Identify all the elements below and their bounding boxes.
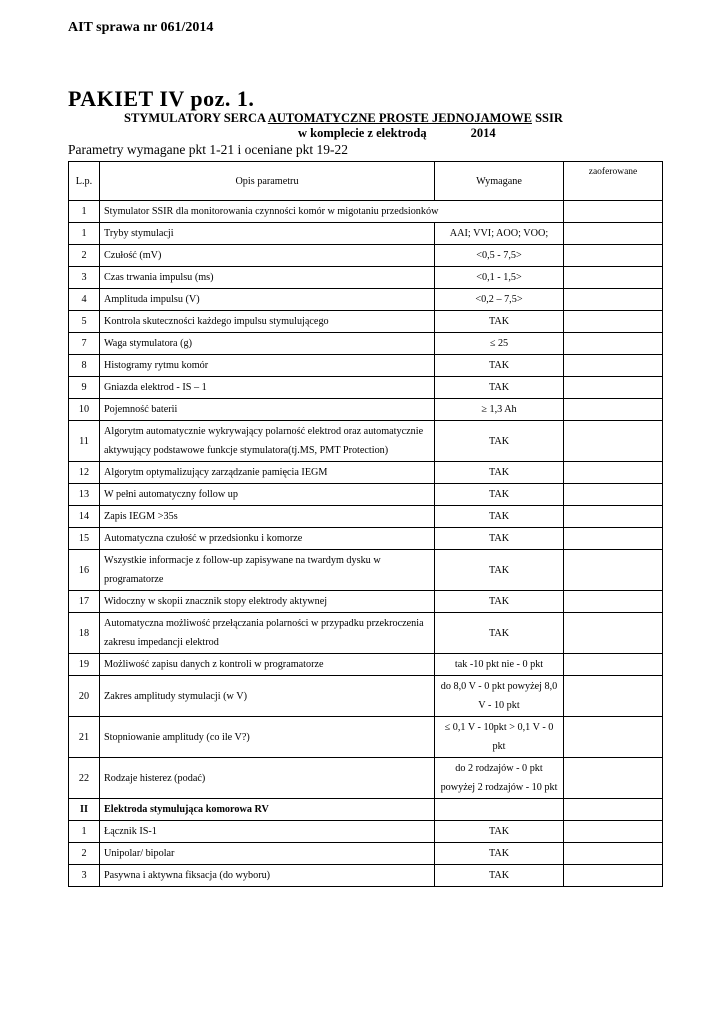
cell-opis: Automatyczna czułość w przedsionku i komorze [100, 528, 435, 550]
cell-opis: Widoczny w skopii znacznik stopy elektrody aktywnej [100, 591, 435, 613]
cell-wymagane: <0,1 - 1,5> [435, 267, 564, 289]
cell-wymagane: <0,5 - 7,5> [435, 245, 564, 267]
cell-zaoferowane [564, 289, 663, 311]
cell-wymagane: TAK [435, 865, 564, 887]
cell-wymagane: TAK [435, 311, 564, 333]
cell-lp: 2 [69, 245, 100, 267]
cell-zaoferowane [564, 799, 663, 821]
col-header-lp: L.p. [69, 162, 100, 201]
cell-wymagane: TAK [435, 843, 564, 865]
cell-wymagane: AAI; VVI; AOO; VOO; [435, 223, 564, 245]
cell-zaoferowane [564, 550, 663, 591]
subtitle-prefix: STYMULATORY SERCA [124, 111, 266, 125]
cell-lp: 21 [69, 717, 100, 758]
table-row [69, 289, 663, 311]
table-row [69, 591, 663, 613]
table-row [69, 421, 663, 462]
cell-lp: 3 [69, 267, 100, 289]
cell-opis: Czas trwania impulsu (ms) [100, 267, 435, 289]
cell-wymagane: do 2 rodzajów - 0 pkt powyżej 2 rodzajów - 10 pkt [435, 758, 564, 799]
cell-wymagane: ≥ 1,3 Ah [435, 399, 564, 421]
cell-opis: Wszystkie informacje z follow-up zapisywane na twardym dysku w programatorze [100, 550, 435, 591]
cell-opis: Zapis IEGM >35s [100, 506, 435, 528]
cell-wymagane: TAK [435, 506, 564, 528]
cell-opis: Automatyczna możliwość przełączania polarności w przypadku przekroczenia zakresu impedancji elektrod [100, 613, 435, 654]
cell-lp: 15 [69, 528, 100, 550]
cell-lp: 22 [69, 758, 100, 799]
cell-lp: II [69, 799, 100, 821]
cell-wymagane: TAK [435, 821, 564, 843]
cell-opis: Unipolar/ bipolar [100, 843, 435, 865]
table-row [69, 484, 663, 506]
table-row [69, 355, 663, 377]
cell-opis: Algorytm optymalizujący zarządzanie pamięcia IEGM [100, 462, 435, 484]
cell-lp: 14 [69, 506, 100, 528]
cell-wymagane: TAK [435, 528, 564, 550]
cell-wymagane: TAK [435, 421, 564, 462]
cell-lp: 10 [69, 399, 100, 421]
table-row [69, 267, 663, 289]
subtitle-suffix: SSIR [535, 111, 563, 125]
cell-opis: W pełni automatyczny follow up [100, 484, 435, 506]
cell-zaoferowane [564, 333, 663, 355]
cell-zaoferowane [564, 528, 663, 550]
cell-opis: Pasywna i aktywna fiksacja (do wyboru) [100, 865, 435, 887]
cell-opis: Waga stymulatora (g) [100, 333, 435, 355]
cell-lp: 1 [69, 223, 100, 245]
cell-wymagane: <0,2 – 7,5> [435, 289, 564, 311]
cell-zaoferowane [564, 355, 663, 377]
cell-opis: Algorytm automatycznie wykrywający polarność elektrod oraz automatycznie aktywujący podstawowe funkcje stymulatora(tj.MS, PMT Protection) [100, 421, 435, 462]
cell-opis: Tryby stymulacji [100, 223, 435, 245]
cell-wymagane: do 8,0 V - 0 pkt powyżej 8,0 V - 10 pkt [435, 676, 564, 717]
cell-wymagane: TAK [435, 355, 564, 377]
col-header-opis: Opis parametru [100, 162, 435, 201]
cell-wymagane: TAK [435, 591, 564, 613]
table-row [69, 528, 663, 550]
table-row [69, 821, 663, 843]
table-row [69, 223, 663, 245]
table-row [69, 717, 663, 758]
cell-lp: 16 [69, 550, 100, 591]
cell-opis: Łącznik IS-1 [100, 821, 435, 843]
table-row [69, 654, 663, 676]
cell-zaoferowane [564, 377, 663, 399]
table-row [69, 201, 663, 223]
subtitle-line-2 [298, 126, 496, 141]
cell-wymagane: TAK [435, 613, 564, 654]
table-row [69, 758, 663, 799]
cell-lp: 13 [69, 484, 100, 506]
cell-lp: 5 [69, 311, 100, 333]
cell-zaoferowane [564, 245, 663, 267]
cell-opis: Zakres amplitudy stymulacji (w V) [100, 676, 435, 717]
subtitle-year: 2014 [470, 126, 496, 140]
case-reference: AIT sprawa nr 061/2014 [68, 20, 214, 35]
cell-wymagane: tak -10 pkt nie - 0 pkt [435, 654, 564, 676]
cell-opis: Czułość (mV) [100, 245, 435, 267]
subtitle-underlined: AUTOMATYCZNE PROSTE JEDNOJAMOWE [267, 111, 532, 125]
cell-zaoferowane [564, 821, 663, 843]
cell-lp: 20 [69, 676, 100, 717]
cell-wymagane: TAK [435, 462, 564, 484]
cell-opis: Gniazda elektrod - IS – 1 [100, 377, 435, 399]
cell-opis: Histogramy rytmu komór [100, 355, 435, 377]
cell-wymagane: ≤ 0,1 V - 10pkt > 0,1 V - 0 pkt [435, 717, 564, 758]
col-header-wymagane: Wymagane [435, 162, 564, 201]
table-row [69, 245, 663, 267]
table-section-row [69, 799, 663, 821]
cell-lp: 17 [69, 591, 100, 613]
cell-zaoferowane [564, 654, 663, 676]
cell-wymagane: TAK [435, 550, 564, 591]
cell-lp: 19 [69, 654, 100, 676]
cell-opis: Rodzaje histerez (podać) [100, 758, 435, 799]
table-row [69, 399, 663, 421]
cell-lp: 12 [69, 462, 100, 484]
cell-opis: Stymulator SSIR dla monitorowania czynności komór w migotaniu przedsionków [100, 201, 564, 223]
table-row [69, 843, 663, 865]
cell-zaoferowane [564, 421, 663, 462]
table-row [69, 377, 663, 399]
cell-wymagane: TAK [435, 484, 564, 506]
table-row [69, 613, 663, 654]
cell-zaoferowane [564, 399, 663, 421]
cell-zaoferowane [564, 613, 663, 654]
cell-lp: 9 [69, 377, 100, 399]
parameters-table [68, 161, 663, 887]
cell-zaoferowane [564, 591, 663, 613]
cell-zaoferowane [564, 676, 663, 717]
table-row [69, 333, 663, 355]
cell-zaoferowane [564, 311, 663, 333]
cell-opis: Stopniowanie amplitudy (co ile V?) [100, 717, 435, 758]
cell-lp: 2 [69, 843, 100, 865]
table-row [69, 506, 663, 528]
cell-zaoferowane [564, 506, 663, 528]
cell-zaoferowane [564, 223, 663, 245]
cell-opis: Kontrola skuteczności każdego impulsu stymulującego [100, 311, 435, 333]
table-row [69, 462, 663, 484]
package-title: PAKIET IV poz. 1. [68, 86, 255, 111]
parameters-note: Parametry wymagane pkt 1-21 i oceniane pkt 19-22 [68, 142, 349, 157]
cell-opis: Możliwość zapisu danych z kontroli w programatorze [100, 654, 435, 676]
cell-lp: 8 [69, 355, 100, 377]
cell-lp: 3 [69, 865, 100, 887]
table-row [69, 676, 663, 717]
cell-zaoferowane [564, 267, 663, 289]
table-row [69, 550, 663, 591]
table-row [69, 865, 663, 887]
subtitle-line-1 [124, 111, 563, 126]
cell-lp: 1 [69, 821, 100, 843]
cell-lp: 18 [69, 613, 100, 654]
table-row [69, 311, 663, 333]
cell-zaoferowane [564, 462, 663, 484]
cell-opis: Amplituda impulsu (V) [100, 289, 435, 311]
cell-lp: 4 [69, 289, 100, 311]
cell-zaoferowane [564, 843, 663, 865]
cell-zaoferowane [564, 865, 663, 887]
table-header-row [69, 162, 663, 201]
cell-zaoferowane [564, 717, 663, 758]
cell-zaoferowane [564, 201, 663, 223]
cell-wymagane [435, 799, 564, 821]
cell-lp: 11 [69, 421, 100, 462]
cell-lp: 1 [69, 201, 100, 223]
subtitle-electrode: w komplecie z elektrodą [298, 126, 427, 140]
cell-wymagane: TAK [435, 377, 564, 399]
cell-lp: 7 [69, 333, 100, 355]
cell-opis: Elektroda stymulująca komorowa RV [100, 799, 435, 821]
cell-zaoferowane [564, 758, 663, 799]
cell-zaoferowane [564, 484, 663, 506]
cell-wymagane: ≤ 25 [435, 333, 564, 355]
col-header-zaoferowane: zaoferowane [564, 162, 663, 201]
cell-opis: Pojemność baterii [100, 399, 435, 421]
